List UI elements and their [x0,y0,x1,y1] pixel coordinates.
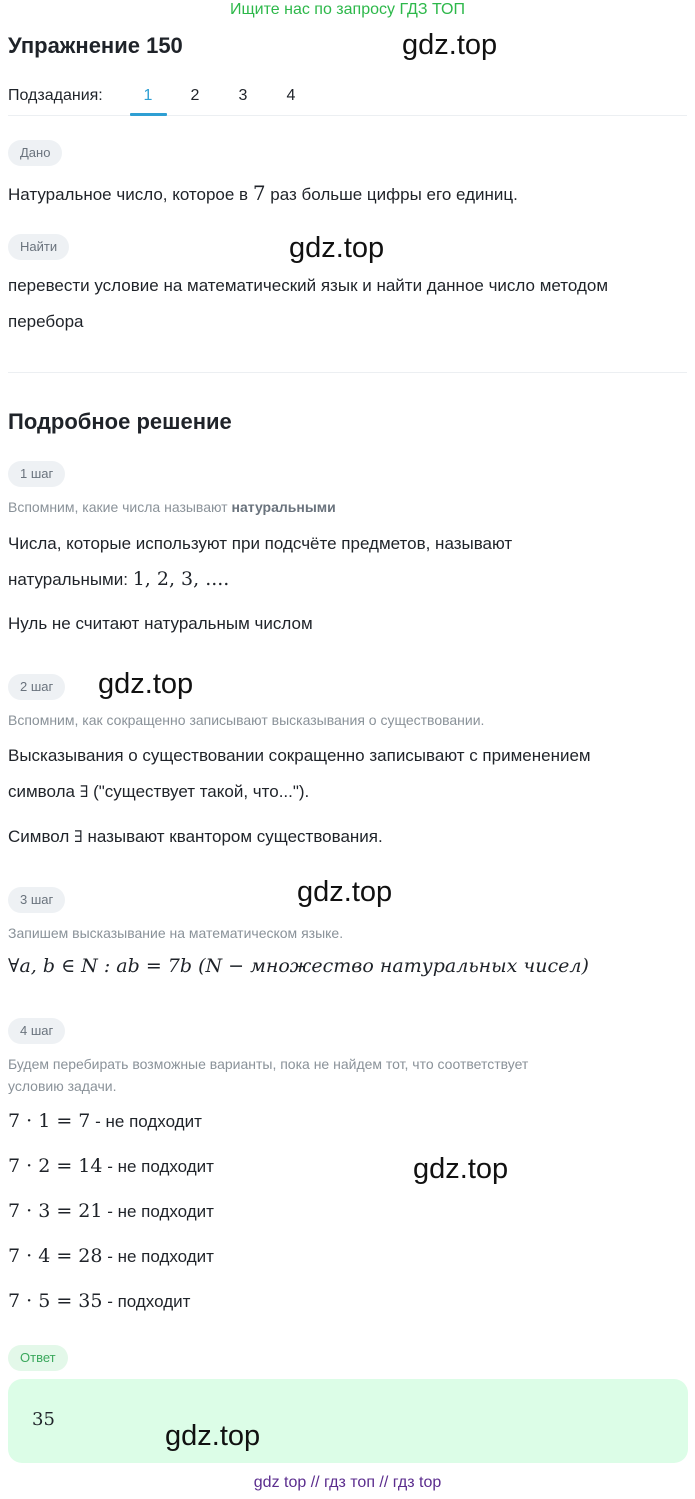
trial-result: - подходит [102,1292,191,1311]
trial-expression: 7 · 4 = 28 [8,1245,103,1267]
trial-expression: 7 · 2 = 14 [8,1155,103,1177]
given-text-before: Натуральное число, которое в [8,185,253,204]
find-line-1: перевести условие на математический язык и найти данное число методом [8,276,609,295]
step-1-line-1: Числа, которые используют при подсчёте предметов, называют [8,534,513,553]
step-4-hint-1: Будем перебирать возможные варианты, пока не найдем тот, что соответствует [8,1056,529,1072]
step-1-line-3: Нуль не считают натуральным числом [8,614,313,633]
answer-box [8,1379,688,1463]
trial-row [8,1289,190,1314]
active-tab-indicator [130,113,167,116]
step-2-hint: Вспомним, как сокращенно записывают высказывания о существовании. [8,712,485,728]
step-4-badge: 4 шаг [8,1018,65,1044]
exists-symbol: ∃ [74,827,83,846]
step-2-line-3-before: Символ [8,827,75,846]
tabs-divider [8,115,687,116]
subtasks-label: Подзадания: [8,87,103,104]
watermark: gdz.top [289,232,385,264]
section-divider [8,372,687,373]
step-1-line-2-text: натуральными: [8,570,133,589]
step-2-line-1: Высказывания о существовании сокращенно записывают с применением [8,746,591,765]
trial-result: - не подходит [102,1247,214,1266]
given-number: 7 [252,181,266,205]
given-text-after: раз больше цифры его единиц. [265,185,518,204]
step-1-line-2 [8,567,229,592]
tab-subtask-2[interactable]: 2 [190,87,200,104]
step-3-hint: Запишем высказывание на математическом языке. [8,925,344,941]
answer-value: 35 [32,1409,55,1430]
trial-expression: 7 · 3 = 21 [8,1200,103,1222]
watermark: gdz.top [297,876,393,908]
watermark: gdz.top [98,668,194,700]
step-2-line-2 [8,780,309,804]
find-line-2: перебора [8,312,84,331]
step-2-line-2-after: ("существует такой, что..."). [88,782,310,801]
watermark: gdz.top [402,29,498,61]
top-banner: Ищите нас по запросу ГДЗ ТОП [230,1,465,18]
trial-row [8,1244,214,1269]
step-3-formula: ∀a, b ∈ N : ab = 7b (N − множество натуральных чисел) [8,955,589,977]
tab-subtask-4[interactable]: 4 [286,87,296,104]
solution-heading: Подробное решение [8,409,232,434]
trial-row [8,1109,202,1134]
answer-badge: Ответ [8,1345,68,1371]
step-3-badge: 3 шаг [8,887,65,913]
trial-result: - не подходит [102,1157,214,1176]
trial-row [8,1154,214,1179]
page-title: Упражнение 150 [8,33,183,58]
step-2-badge: 2 шаг [8,674,65,700]
trial-expression: 7 · 5 = 35 [8,1290,103,1312]
trial-result: - не подходит [102,1202,214,1221]
step-1-badge: 1 шаг [8,461,65,487]
step-2-line-2-before: символа [8,782,80,801]
trial-row [8,1199,214,1224]
trial-result: - не подходит [90,1112,202,1131]
step-1-hint-text: Вспомним, какие числа называют [8,499,232,515]
given-badge: Дано [8,140,62,166]
watermark: gdz.top [413,1153,509,1185]
step-1-hint [8,496,336,518]
step-2-line-3-after: называют квантором существования. [82,827,383,846]
find-badge: Найти [8,234,69,260]
trial-expression: 7 · 1 = 7 [8,1110,91,1132]
step-2-line-3 [8,825,383,849]
given-text [8,181,518,207]
watermark: gdz.top [165,1420,261,1452]
step-1-line-2-math: 1, 2, 3, .... [132,568,230,590]
exists-symbol: ∃ [79,782,89,801]
step-4-hint-2: условию задачи. [8,1078,117,1094]
step-1-hint-bold: натуральными [231,499,336,515]
tab-subtask-1[interactable]: 1 [143,87,153,104]
footer-links[interactable]: gdz top // гдз топ // гдз top [253,1474,442,1491]
tab-subtask-3[interactable]: 3 [238,87,248,104]
